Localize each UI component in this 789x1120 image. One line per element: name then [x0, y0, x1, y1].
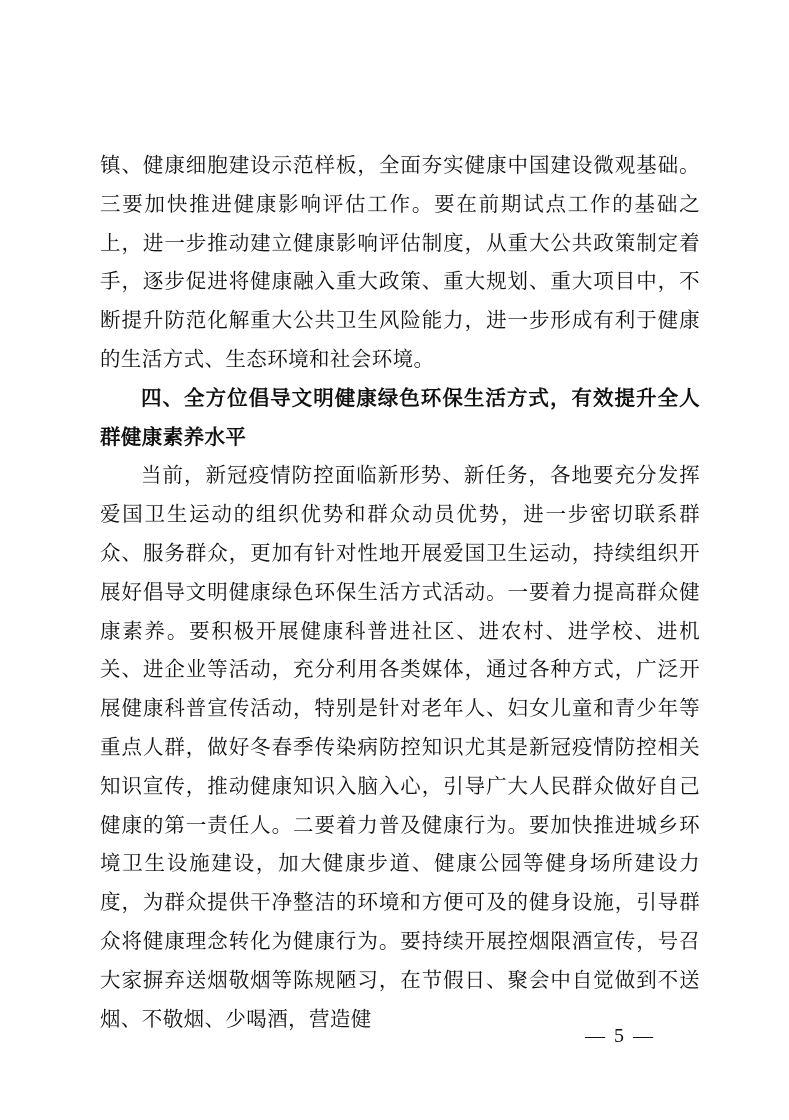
document-body: [100, 146, 700, 1038]
paragraph-main: 当前，新冠疫情防控面临新形势、新任务，各地要充分发挥爱国卫生运动的组织优势和群众动员优势，进一步密切联系群众、服务群众，更加有针对性地开展爱国卫生运动，持续组织开展好倡导文明健康绿色环保生活方式活动。一要着力提高群众健康素养。要积极开展健康科普进社区、进农村、进学校、进机关、进企业等活动，充分利用各类媒体，通过各种方式，广泛开展健康科普宣传活动，特别是针对老年人、妇女儿童和青少年等重点人群，做好冬春季传染病防控知识尤其是新冠疫情防控相关知识宣传，推动健康知识入脑入心，引导广大人民群众做好自己健康的第一责任人。二要着力普及健康行为。要加快推进城乡环境卫生设施建设，加大健康步道、健康公园等健身场所建设力度，为群众提供干净整洁的环境和方便可及的健身设施，引导群众将健康理念转化为健康行为。要持续开展控烟限酒宣传，号召大家摒弃送烟敬烟等陈规陋习，在节假日、聚会中自觉做到不送烟、不敬烟、少喝酒，营造健: [100, 463, 700, 1031]
section-heading: 四、全方位倡导文明健康绿色环保生活方式，有效提升全人群健康素养水平: [100, 385, 700, 449]
paragraph-continued: 镇、健康细胞建设示范样板，全面夯实健康中国建设微观基础。三要加快推进健康影响评估工作。要在前期试点工作的基础之上，进一步推动建立健康影响评估制度，从重大公共政策制定着手，逐步促进将健康融入重大政策、重大规划、重大项目中，不断提升防范化解重大公共卫生风险能力，进一步形成有利于健康的生活方式、生态环境和社会环境。: [100, 153, 700, 371]
page-number: — 5 —: [585, 1025, 655, 1047]
